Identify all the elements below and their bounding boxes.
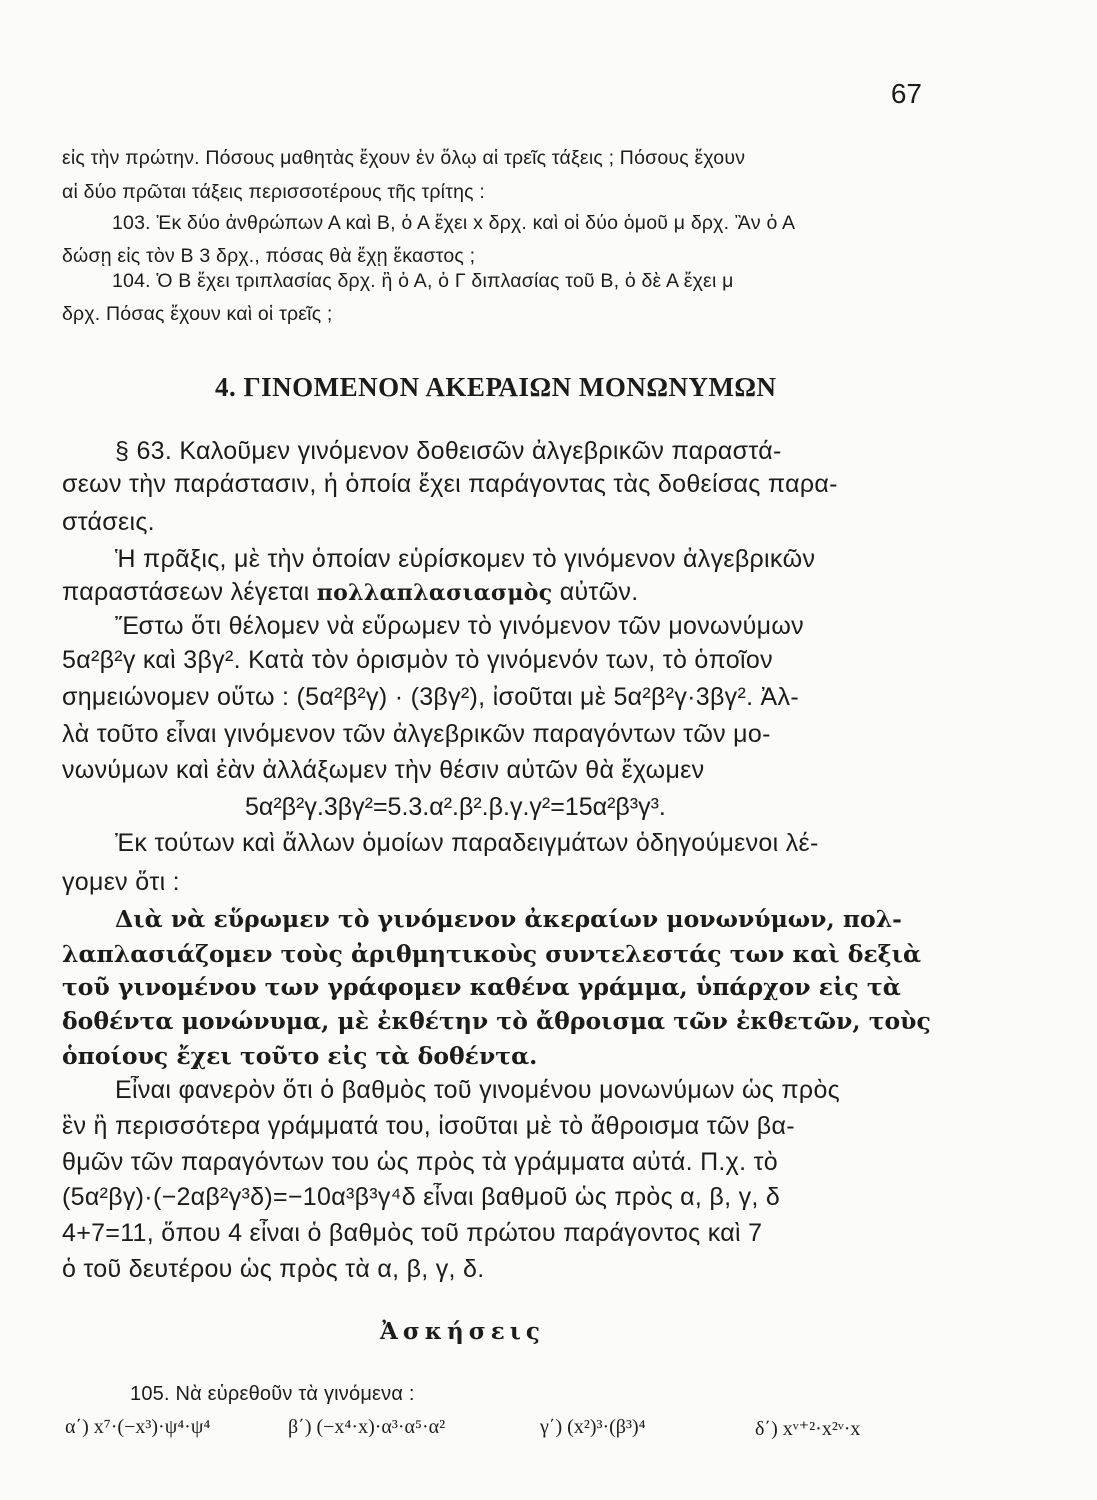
paragraph-line: Ἔστω ὅτι θέλομεν νὰ εὕρωμεν τὸ γινόμενον τῶν μονωνύμων: [115, 612, 804, 640]
paragraph-line: σημειώνομεν οὕτω : (5α²β²γ) · (3βγ²), ἰσοῦται μὲ 5α²β²γ·3βγ². Ἀλ-: [62, 683, 799, 711]
formula: 5α²β²γ.3βγ²=5.3.α².β².β.γ.γ²=15α²β³γ³.: [245, 793, 666, 821]
exercises-title: Ἀσκήσεις: [380, 1318, 545, 1345]
text-span: παραστάσεων λέγεται: [62, 578, 317, 606]
exercise-105-b: β΄) (−x⁴·x)·α³·α⁵·α²: [288, 1416, 446, 1438]
rule-line: Διὰ νὰ εὕρωμεν τὸ γινόμενον ἀκεραίων μονωνύμων, πολ-: [115, 905, 902, 933]
degree-line: Εἶναι φανερὸν ὅτι ὁ βαθμὸς τοῦ γινομένου μονωνύμων ὡς πρὸς: [115, 1076, 841, 1104]
intro-line-2: αἱ δύο πρῶται τάξεις περισσοτέρους τῆς τρίτης :: [62, 181, 485, 203]
degree-line: ὁ τοῦ δευτέρου ὡς πρὸς τὰ α, β, γ, δ.: [62, 1255, 485, 1283]
exercise-105-d: δ΄) xᵛ⁺²·x²ᵛ·x: [755, 1418, 861, 1440]
page-number: 67: [890, 78, 922, 109]
text-span: αὐτῶν.: [552, 578, 639, 606]
paragraph-line: σεων τὴν παράστασιν, ἡ ὁποία ἔχει παράγοντας τὰς δοθείσας παρα-: [62, 470, 838, 498]
paragraph-line: νωνύμων καὶ ἐὰν ἀλλάξωμεν τὴν θέσιν αὐτῶν θὰ ἔχωμεν: [62, 756, 705, 784]
degree-line: (5α²βγ)·(−2αβ²γ³δ)=−10α³β³γ⁴δ εἶναι βαθμοῦ ὡς πρὸς α, β, γ, δ: [62, 1183, 781, 1211]
exercise-105-a: α΄) x⁷·(−x³)·ψ⁴·ψ⁴: [65, 1416, 211, 1438]
degree-line: θμῶν τῶν παραγόντων του ὡς πρὸς τὰ γράμματα αὐτά. Π.χ. τὸ: [62, 1148, 778, 1176]
paragraph-line: § 63. Καλοῦμεν γινόμενον δοθεισῶν ἀλγεβρικῶν παραστά-: [115, 437, 782, 465]
intro-line-1: εἰς τὴν πρώτην. Πόσους μαθητὰς ἔχουν ἐν ὅλῳ αἱ τρεῖς τάξεις ; Πόσους ἔχουν: [62, 147, 746, 169]
rule-line: τοῦ γινομένου των γράφομεν καθένα γράμμα, ὑπάρχον εἰς τὰ: [62, 973, 901, 1001]
rule-line: ὁποίους ἔχει τοῦτο εἰς τὰ δοθέντα.: [62, 1042, 538, 1070]
paragraph-line: λὰ τοῦτο εἶναι γινόμενον τῶν ἀλγεβρικῶν παραγόντων τῶν μο-: [62, 720, 771, 748]
exercise-104: 104. Ὁ Β ἔχει τριπλασίας δρχ. ἢ ὁ Α, ὁ Γ διπλασίας τοῦ Β, ὁ δὲ Α ἔχει μ: [112, 270, 734, 292]
degree-line: ἓν ἢ περισσότερα γράμματά του, ἰσοῦται μὲ τὸ ἄθροισμα τῶν βα-: [62, 1112, 795, 1140]
degree-line: 4+7=11, ὅπου 4 εἶναι ὁ βαθμὸς τοῦ πρώτου παράγοντος καὶ 7: [62, 1219, 763, 1247]
exercise-103: 103. Ἐκ δύο ἀνθρώπων Α καὶ Β, ὁ Α ἔχει x δρχ. καὶ οἱ δύο ὁμοῦ μ δρχ. Ἂν ὁ Α: [112, 212, 796, 234]
paragraph-line: γομεν ὅτι :: [62, 868, 180, 896]
paragraph-line: στάσεις.: [62, 508, 155, 536]
paragraph-line: Ἐκ τούτων καὶ ἄλλων ὁμοίων παραδειγμάτων ὁδηγούμενοι λέ-: [115, 829, 819, 857]
section-heading: 4. ΓΙΝΟΜΕΝΟΝ ΑΚΕΡΑΙΩΝ ΜΟΝΩΝΥΜΩΝ: [215, 372, 777, 402]
exercise-105-c: γ΄) (x²)³·(β³)⁴: [540, 1416, 646, 1438]
paragraph-line: 5α²β²γ καὶ 3βγ². Κατὰ τὸν ὁρισμὸν τὸ γινόμενόν των, τὸ ὁποῖον: [62, 646, 773, 674]
exercise-105-intro: 105. Νὰ εὑρεθοῦν τὰ γινόμενα :: [130, 1383, 415, 1405]
intro-line-6: δρχ. Πόσας ἔχουν καὶ οἱ τρεῖς ;: [62, 303, 333, 325]
paragraph-line: Ἡ πρᾶξις, μὲ τὴν ὁποίαν εὑρίσκομεν τὸ γινόμενον ἀλγεβρικῶν: [115, 545, 816, 573]
rule-line: λαπλασιάζομεν τοὺς ἀριθμητικοὺς συντελεστάς των καὶ δεξιὰ: [62, 940, 922, 968]
term-bold: πολλαπλασιασμὸς: [316, 580, 553, 606]
paragraph-line: [62, 578, 934, 607]
rule-line: δοθέντα μονώνυμα, μὲ ἐκθέτην τὸ ἄθροισμα τῶν ἐκθετῶν, τοὺς: [62, 1007, 931, 1035]
intro-line-4: δώσῃ εἰς τὸν Β 3 δρχ., πόσας θὰ ἔχῃ ἕκαστος ;: [62, 245, 476, 267]
